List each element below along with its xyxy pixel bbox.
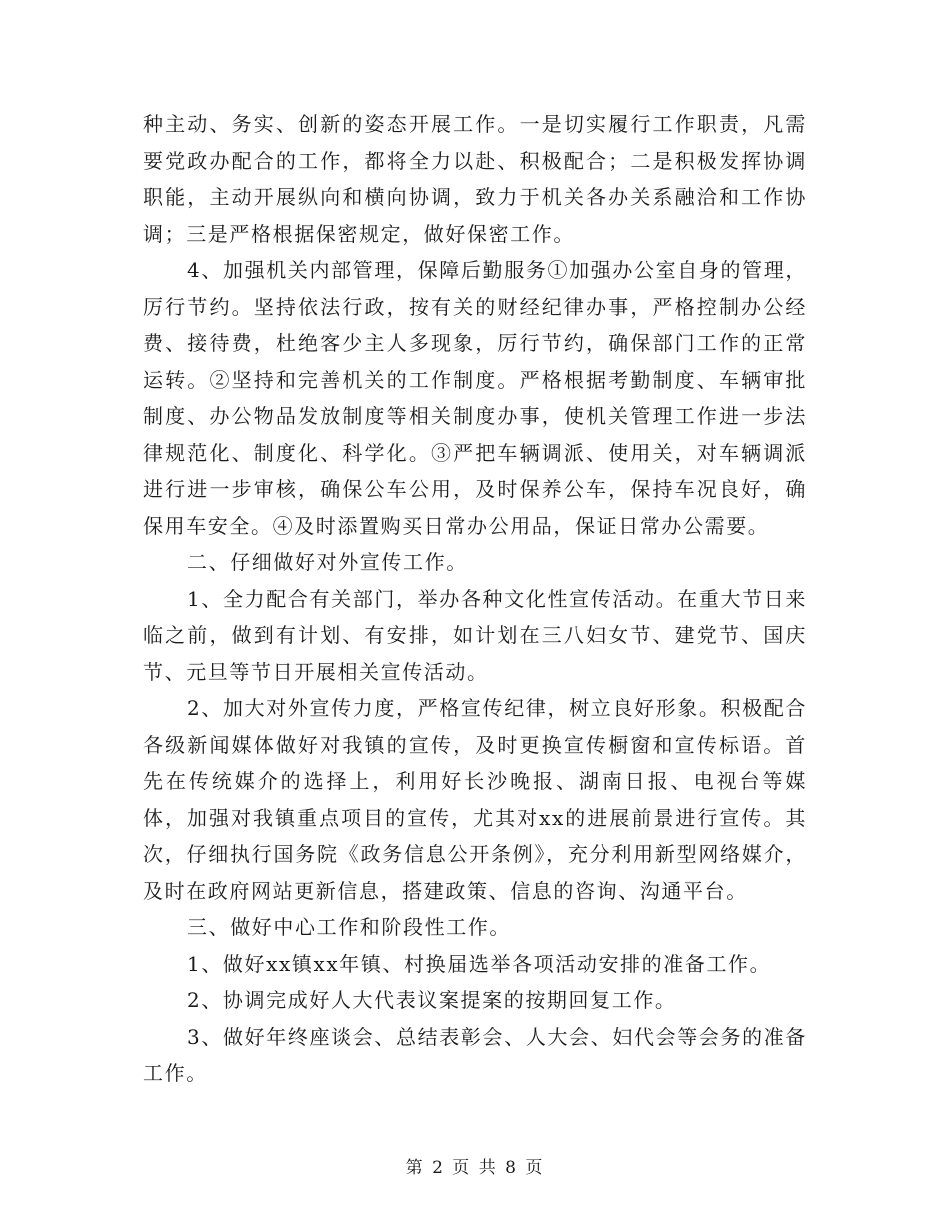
paragraph-cultural-activities: 1、全力配合有关部门，举办各种文化性宣传活动。在重大节日来临之前，做到有计划、有安排，如计划在三八妇女节、建党节、国庆节、元旦等节日开展相关宣传活动。	[143, 586, 807, 684]
section-heading-publicity: 二、仔细做好对外宣传工作。	[187, 550, 468, 574]
page-number-footer: 第 2 页 共 8 页	[405, 1158, 545, 1178]
section-heading-central-work: 三、做好中心工作和阶段性工作。	[187, 915, 511, 939]
paragraph-election-prep: 1、做好xx镇xx年镇、村换届选举各项活动安排的准备工作。	[187, 951, 772, 976]
paragraph-internal-management: 4、加强机关内部管理，保障后勤服务①加强办公室自身的管理，厉行节约。坚持依法行政，按有关的财经纪律办事，严格控制办公经费、接待费，杜绝客少主人多现象，厉行节约，确保部门工作的正常运转。②坚持和完善机关的工作制度。严格根据考勤制度、车辆审批制度、办公物品发放制度等相关制度办事，使机关管理工作进一步法律规范化、制度化、科学化。③严把车辆调派、使用关，对车辆调派进行进一步审核，确保公车公用，及时保养公车，保持车况良好，确保用车安全。④及时添置购买日常办公用品，保证日常办公需要。	[143, 258, 807, 538]
paragraph-external-publicity: 2、加大对外宣传力度，严格宣传纪律，树立良好形象。积极配合各级新闻媒体做好对我镇的宣传，及时更换宣传橱窗和宣传标语。首先在传统媒介的选择上，利用好长沙晚报、湖南日报、电视台等媒体，加强对我镇重点项目的宣传，尤其对xx的进展前景进行宣传。其次，仔细执行国务院《政务信息公开条例》，充分利用新型网络媒介，及时在政府网站更新信息，搭建政策、信息的咨询、沟通平台。	[143, 696, 807, 903]
paragraph-continuation: 种主动、务实、创新的姿态开展工作。一是切实履行工作职责，凡需要党政办配合的工作，都将全力以赴、积极配合；二是积极发挥协调职能，主动开展纵向和横向协调，致力于机关各办关系融洽和工作协调；三是严格根据保密规定，做好保密工作。	[143, 112, 807, 246]
paragraph-meeting-prep: 3、做好年终座谈会、总结表彰会、人大会、妇代会等会务的准备工作。	[143, 1024, 807, 1085]
paragraph-proposal-reply: 2、协调完成好人大代表议案提案的按期回复工作。	[187, 988, 677, 1012]
document-body	[143, 106, 807, 1092]
